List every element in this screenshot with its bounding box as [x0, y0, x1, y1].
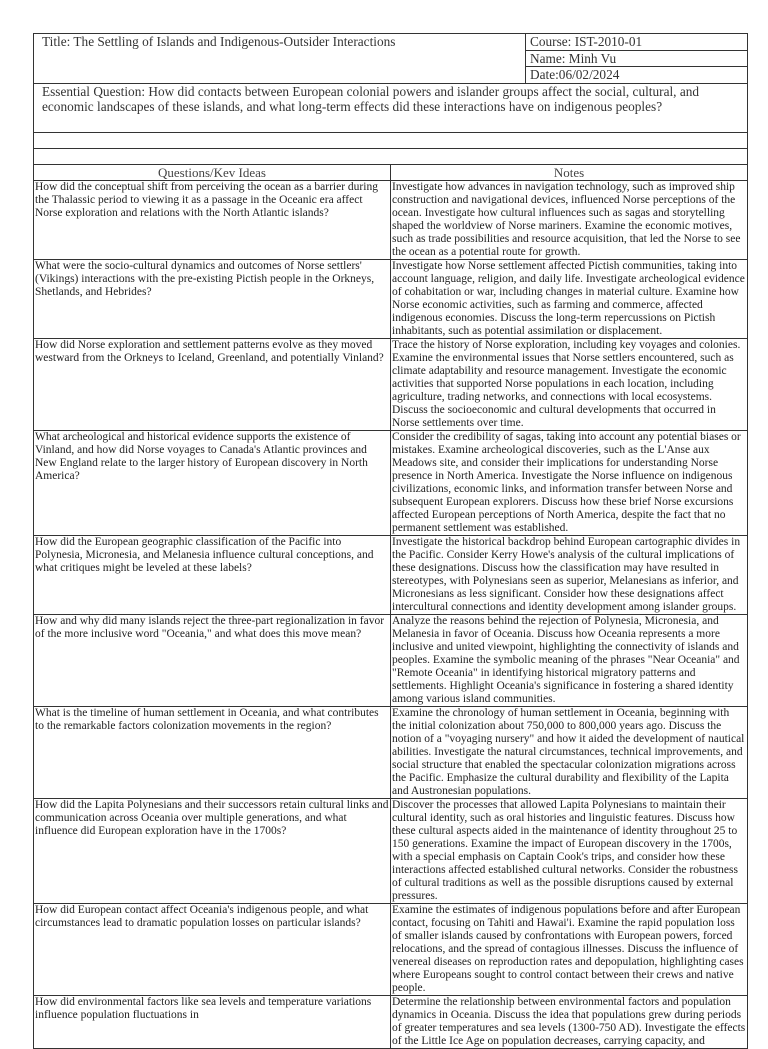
question-cell: What were the socio-cultural dynamics and outcomes of Norse settlers' (Vikings) interactions with the pre-existing Pictish people in the Orkneys, Shetlands, and Hebrides? — [34, 259, 391, 338]
notes-cell: Examine the chronology of human settlement in Oceania, beginning with the initial colonization about 750,000 to 800,000 years ago. Discuss the notion of a "voyaging nursery" and how it aided the development of nautical abilities. Investigate the natural circumstances, technical improvements, and social structure that enabled the spectacular colonization migrations across the Pacific. Emphasize the cultural durability and flexibility of the Lapita and Austronesian populations. — [391, 706, 748, 798]
column-header-row — [34, 164, 748, 180]
question-cell: What archeological and historical evidence supports the existence of Vinland, and how did Norse voyages to Canada's Atlantic provinces and New England relate to the larger history of European discovery in North America? — [34, 430, 391, 535]
date-field: Date:06/02/2024 — [526, 67, 748, 84]
table-row — [34, 903, 748, 995]
question-cell: How did European contact affect Oceania's indigenous people, and what circumstances lead to dramatic population losses on particular islands? — [34, 903, 391, 995]
question-cell: What is the timeline of human settlement in Oceania, and what contributes to the remarkable factors colonization movements in the region? — [34, 706, 391, 798]
question-cell: How and why did many islands reject the three-part regionalization in favor of the more inclusive word "Oceania," and what does this move mean? — [34, 614, 391, 706]
table-row — [34, 706, 748, 798]
table-row — [34, 180, 748, 259]
notes-cell: Investigate how advances in navigation technology, such as improved ship construction and navigational devices, influenced Norse perceptions of the ocean. Investigate how cultural influences such as sagas and storytelling shaped the worldview of Norse mariners. Examine the economic motives, such as trade possibilities and resource acquisition, that led the Norse to see the ocean as a potential route for growth. — [391, 180, 748, 259]
notes-cell: Determine the relationship between environmental factors and population dynamics in Oceania. Discuss the idea that populations grew during periods of greater temperatures and sea levels (1300-750 AD). Investigate the effects of the Little Ice Age on population decreases, carrying capacity, and — [391, 995, 748, 1048]
question-cell: How did the European geographic classification of the Pacific into Polynesia, Micronesia, and Melanesia influence cultural conceptions, and what critiques might be leveled at these labels? — [34, 535, 391, 614]
notes-column-header: Notes — [391, 164, 748, 180]
table-row — [34, 798, 748, 903]
questions-column-header: Questions/Kev Ideas — [34, 164, 391, 180]
notes-cell: Investigate the historical backdrop behind European cartographic divides in the Pacific. Consider Kerry Howe's analysis of the cultural implications of these designations. Discuss how the classification may have resulted in stereotypes, with Polynesians seen as superior, Melanesians as inferior, and Micronesians as less significant. Consider how these designations affect intercultural connections and identity development among islander groups. — [391, 535, 748, 614]
notes-cell: Examine the estimates of indigenous populations before and after European contact, focusing on Tahiti and Hawai'i. Examine the rapid population loss of smaller islands caused by confrontations with European powers, forced relocations, and the spread of contagious illnesses. Discuss the influence of venereal diseases on reproduction rates and depopulation, highlighting cases where Europeans sought to control contact between their crews and native people. — [391, 903, 748, 995]
table-row — [34, 614, 748, 706]
table-row — [34, 995, 748, 1048]
name-field: Name: Minh Vu — [526, 50, 748, 67]
question-cell: How did environmental factors like sea levels and temperature variations influence population fluctuations in — [34, 995, 391, 1048]
blank-row — [34, 148, 748, 164]
notes-cell: Discover the processes that allowed Lapita Polynesians to maintain their cultural identity, such as oral histories and linguistic features. Discuss how these cultural aspects aided in the maintenance of identity throughout 25 to 150 generations. Examine the impact of European discovery in the 1700s, with a special emphasis on Captain Cook's trips, and consider how these interactions affected established cultural networks. Consider the robustness of cultural traditions as well as the possible disruptions caused by external pressures. — [391, 798, 748, 903]
table-row — [34, 430, 748, 535]
course-field: Course: IST-2010-01 — [526, 34, 748, 51]
question-cell: How did Norse exploration and settlement patterns evolve as they moved westward from the Orkneys to Iceland, Greenland, and potentially Vinland? — [34, 338, 391, 430]
page-title: Title: The Settling of Islands and Indigenous-Outsider Interactions — [34, 34, 526, 84]
blank-row — [34, 132, 748, 148]
table-row — [34, 338, 748, 430]
notes-cell: Analyze the reasons behind the rejection of Polynesia, Micronesia, and Melanesia in favor of Oceania. Discuss how Oceania represents a more inclusive and united viewpoint, highlighting the connectivity of islands and peoples. Examine the symbolic meaning of the phrases "Near Oceania" and "Remote Oceania" in identifying historical migratory patterns and settlements. Highlight Oceania's significance in fostering a shared identity among various island communities. — [391, 614, 748, 706]
table-row — [34, 259, 748, 338]
essential-question: Essential Question: How did contacts between European colonial powers and islander groups affect the social, cultural, and economic landscapes of these islands, and what long-term effects did these interactions have on indigenous peoples? — [34, 83, 748, 132]
notes-cell: Investigate how Norse settlement affected Pictish communities, taking into account language, religion, and daily life. Investigate archeological evidence of cohabitation or war, including changes in material culture. Examine how Norse economic activities, such as farming and commerce, affected indigenous economies. Discuss the long-term repercussions on Pictish inhabitants, such as potential assimilation or displacement. — [391, 259, 748, 338]
header-table — [33, 33, 748, 149]
cornell-notes-page — [33, 33, 748, 1049]
notes-cell: Consider the credibility of sagas, taking into account any potential biases or mistakes. Examine archeological discoveries, such as the L'Anse aux Meadows site, and consider their implications for understanding Norse presence in North America. Investigate the Norse influence on indigenous civilizations, economic links, and information transfer between Norse and subsequent European explorers. Discuss how these brief Norse excursions affected European perceptions of North America, despite the fact that no permanent settlement was established. — [391, 430, 748, 535]
question-cell: How did the conceptual shift from perceiving the ocean as a barrier during the Thalassic period to viewing it as a passage in the Oceanic era affect Norse exploration and relations with the North Atlantic islands? — [34, 180, 391, 259]
notes-table — [33, 148, 748, 1049]
table-row — [34, 535, 748, 614]
question-cell: How did the Lapita Polynesians and their successors retain cultural links and communication across Oceania over multiple generations, and what influence did European exploration have in the 1700s? — [34, 798, 391, 903]
notes-cell: Trace the history of Norse exploration, including key voyages and colonies. Examine the environmental issues that Norse settlers encountered, such as climate adaptability and resource management. Investigate the economic activities that supported Norse populations in each location, including agriculture, trading networks, and connections with local ecosystems. Discuss the socioeconomic and cultural developments that occurred in Norse settlements over time. — [391, 338, 748, 430]
